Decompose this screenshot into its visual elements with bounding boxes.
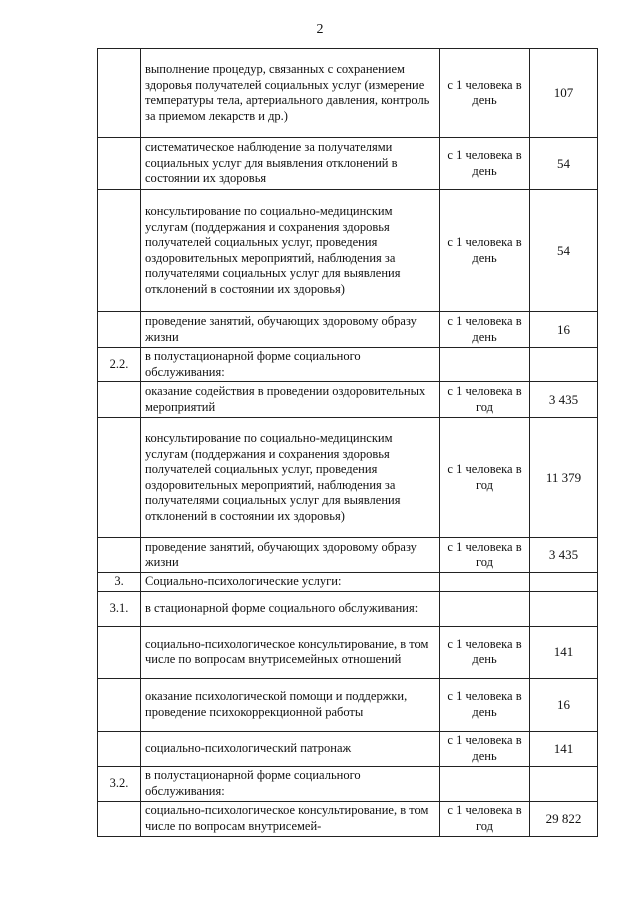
table-row — [98, 312, 598, 348]
service-description: в полустационарной форме социального обслуживания: — [141, 348, 440, 382]
page-number: 2 — [316, 22, 324, 37]
service-value: 16 — [530, 312, 598, 348]
row-number — [98, 190, 141, 312]
service-value: 107 — [530, 49, 598, 138]
table-row — [98, 190, 598, 312]
service-value: 141 — [530, 626, 598, 678]
row-number — [98, 382, 141, 418]
table-row — [98, 591, 598, 626]
table-row — [98, 538, 598, 573]
service-description: проведение занятий, обучающих здоровому образу жизни — [141, 312, 440, 348]
table-row — [98, 418, 598, 538]
service-value: 54 — [530, 138, 598, 190]
table-row — [98, 49, 598, 138]
row-number — [98, 801, 141, 836]
table-row — [98, 138, 598, 190]
service-description: выполнение процедур, связанных с сохранением здоровья получателей социальных услуг (измерение температуры тела, артериального давления, контроль за приемом лекарств и др.) — [141, 49, 440, 138]
table-row — [98, 801, 598, 836]
row-number: 2.2. — [98, 348, 141, 382]
service-value — [530, 766, 598, 801]
service-value: 11 379 — [530, 418, 598, 538]
service-value: 3 435 — [530, 538, 598, 573]
unit-of-measure: с 1 человека в год — [440, 382, 530, 418]
table-row — [98, 382, 598, 418]
table-row — [98, 731, 598, 766]
unit-of-measure: с 1 человека в день — [440, 312, 530, 348]
table-row — [98, 348, 598, 382]
row-number: 3. — [98, 573, 141, 592]
service-value: 54 — [530, 190, 598, 312]
service-value: 29 822 — [530, 801, 598, 836]
service-value — [530, 573, 598, 592]
row-number — [98, 312, 141, 348]
service-description: социально-психологический патронаж — [141, 731, 440, 766]
services-table — [97, 48, 598, 837]
unit-of-measure: с 1 человека в год — [440, 538, 530, 573]
unit-of-measure: с 1 человека в день — [440, 49, 530, 138]
service-description: оказание содействия в проведении оздоровительных мероприятий — [141, 382, 440, 418]
service-description: социально-психологическое консультирование, в том числе по вопросам внутрисемейных отношений — [141, 626, 440, 678]
row-number — [98, 138, 141, 190]
table-row — [98, 573, 598, 592]
table-row — [98, 766, 598, 801]
unit-of-measure — [440, 766, 530, 801]
row-number — [98, 626, 141, 678]
unit-of-measure — [440, 573, 530, 592]
service-value: 141 — [530, 731, 598, 766]
service-description: консультирование по социально-медицинским услугам (поддержания и сохранения здоровья получателей социальных услуг, проведения оздоровительных мероприятий, наблюдения за получателями социальных услуг для выявления отклонений в состоянии их здоровья) — [141, 190, 440, 312]
unit-of-measure: с 1 человека в день — [440, 678, 530, 731]
service-value: 3 435 — [530, 382, 598, 418]
row-number — [98, 731, 141, 766]
row-number — [98, 678, 141, 731]
table-row — [98, 678, 598, 731]
service-value: 16 — [530, 678, 598, 731]
service-value — [530, 591, 598, 626]
unit-of-measure: с 1 человека в день — [440, 190, 530, 312]
service-description: оказание психологической помощи и поддержки, проведение психокоррекционной работы — [141, 678, 440, 731]
row-number — [98, 538, 141, 573]
row-number — [98, 49, 141, 138]
unit-of-measure: с 1 человека в год — [440, 418, 530, 538]
service-description: в полустационарной форме социального обслуживания: — [141, 766, 440, 801]
row-number — [98, 418, 141, 538]
row-number: 3.1. — [98, 591, 141, 626]
unit-of-measure: с 1 человека в год — [440, 801, 530, 836]
service-description: консультирование по социально-медицинским услугам (поддержания и сохранения здоровья получателей социальных услуг, проведения оздоровительных мероприятий, наблюдения за получателями социальных услуг для выявления отклонений в состоянии их здоровья) — [141, 418, 440, 538]
unit-of-measure — [440, 348, 530, 382]
service-description: в стационарной форме социального обслуживания: — [141, 591, 440, 626]
table-row — [98, 626, 598, 678]
service-description: социально-психологическое консультирование, в том числе по вопросам внутрисемей- — [141, 801, 440, 836]
service-description: проведение занятий, обучающих здоровому образу жизни — [141, 538, 440, 573]
unit-of-measure: с 1 человека в день — [440, 731, 530, 766]
unit-of-measure — [440, 591, 530, 626]
unit-of-measure: с 1 человека в день — [440, 138, 530, 190]
service-description: систематическое наблюдение за получателями социальных услуг для выявления отклонений в состоянии их здоровья — [141, 138, 440, 190]
row-number: 3.2. — [98, 766, 141, 801]
unit-of-measure: с 1 человека в день — [440, 626, 530, 678]
service-value — [530, 348, 598, 382]
service-description: Социально-психологические услуги: — [141, 573, 440, 592]
